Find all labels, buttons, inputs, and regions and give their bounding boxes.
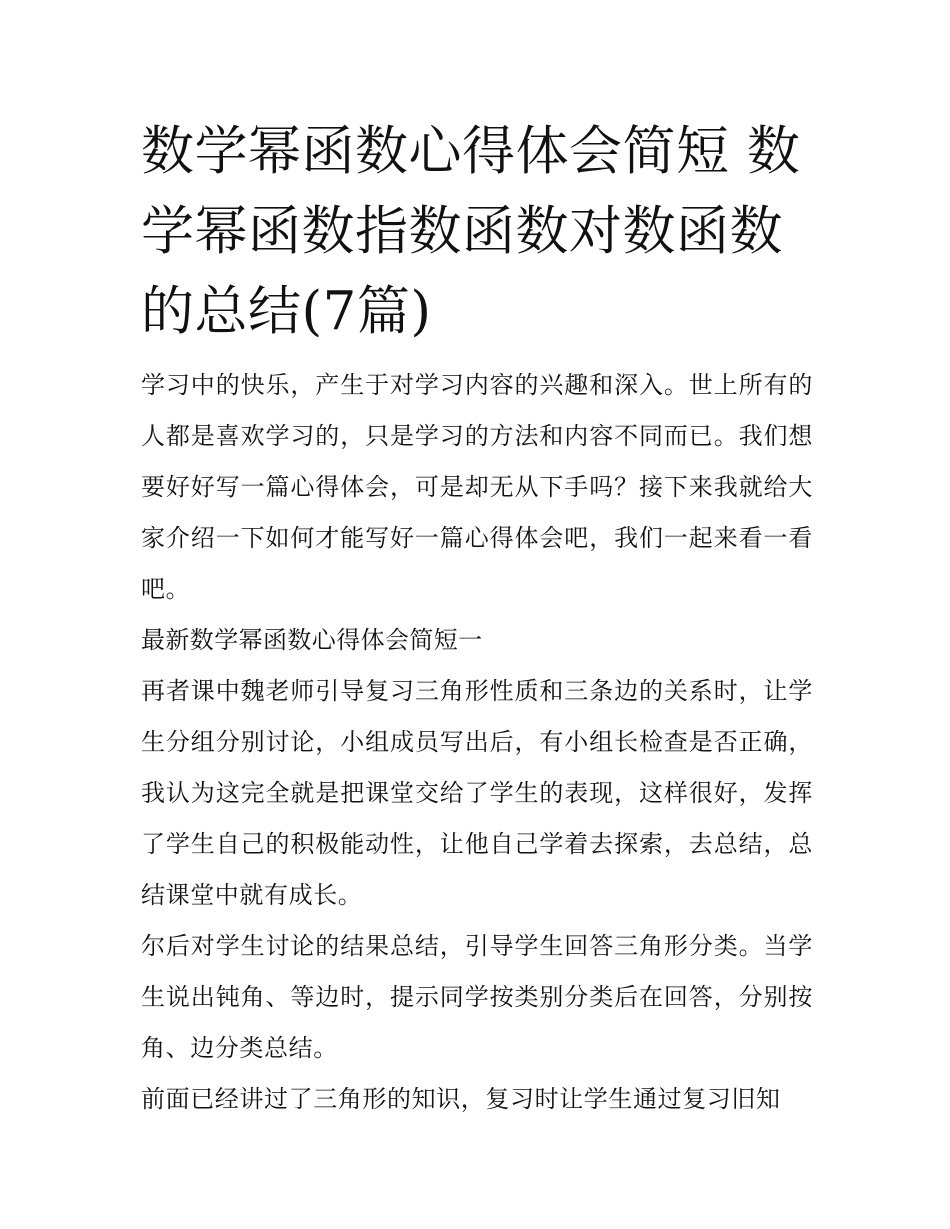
section-heading: 最新数学幂函数心得体会简短一 (141, 626, 483, 654)
document-page (141, 112, 813, 1125)
body-paragraph-2: 尔后对学生讨论的结果总结，引导学生回答三角形分类。当学生说出钝角、等边时，提示同学按类别分类后在回答，分别按角、边分类总结。 (141, 932, 813, 1062)
body-paragraph-1: 再者课中魏老师引导复习三角形性质和三条边的关系时，让学生分组分别讨论，小组成员写出后，有小组长检查是否正确，我认为这完全就是把课堂交给了学生的表现，这样很好，发挥了学生自己的积极能动性，让他自己学着去探索，去总结，总结课堂中就有成长。 (141, 677, 813, 909)
document-title: 数学幂函数心得体会简短 数学幂函数指数函数对数函数的总结(7篇) (141, 121, 801, 342)
body-paragraph-3: 前面已经讲过了三角形的知识，复习时让学生通过复习旧知 (141, 1085, 781, 1113)
intro-paragraph: 学习中的快乐，产生于对学习内容的兴趣和深入。世上所有的人都是喜欢学习的，只是学习的方法和内容不同而已。我们想要好好写一篇心得体会，可是却无从下手吗？接下来我就给大家介绍一下如何才能写好一篇心得体会吧，我们一起来看一看吧。 (141, 371, 813, 603)
